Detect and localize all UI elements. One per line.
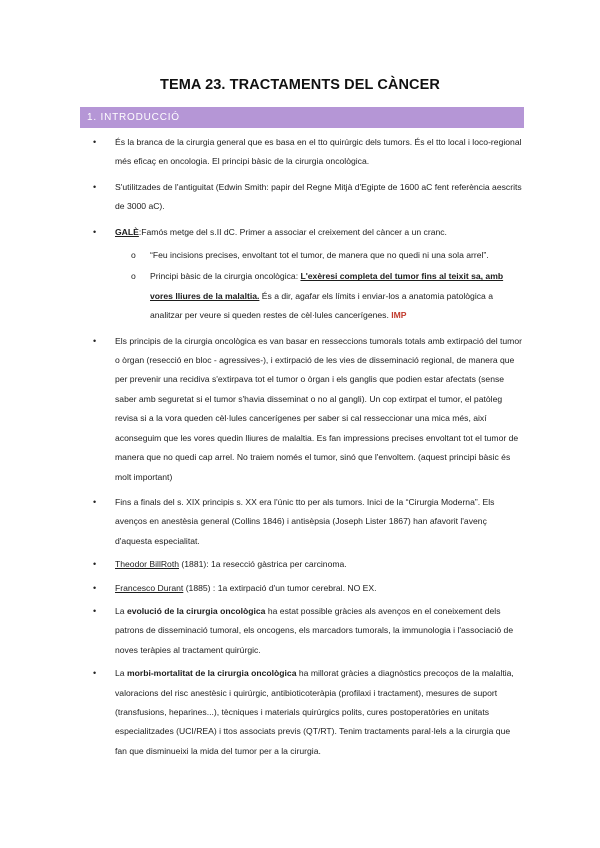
sub-bullet-icon: o xyxy=(131,250,136,261)
item-text: (1881): 1a resecció gàstrica per carcinoma. xyxy=(179,559,347,570)
bullet-icon: • xyxy=(93,226,97,237)
imp-tag: IMP xyxy=(391,310,407,321)
item-text: :Famós metge del s.II dC. Primer a associar el creixement del càncer a un cranc. xyxy=(138,226,447,237)
bullet-icon: • xyxy=(93,605,97,616)
section-heading: 1. INTRODUCCIÓ xyxy=(80,107,524,128)
list-item xyxy=(80,664,524,761)
item-text: (1885) : 1a extirpació d'un tumor cerebral. NO EX. xyxy=(183,582,377,593)
item-lead: evolució de la cirurgia oncològica xyxy=(126,605,266,616)
item-lead: GALÈ xyxy=(115,226,139,237)
item-lead: Theodor BillRoth xyxy=(115,559,180,570)
item-text: ha millorat gràcies a diagnòstics precoços de la malaltia, valoracions del risc anestèsic i quirúrgic, antibioticoteràpia (profilaxi i tractament), mesures de suport (transfusions, heparines...), tècniques i materials quirúrgics polits, cures postoperatòries en unitats especialitzades (UCI/REA) i ttos associats previs (QT/RT). Tenim tractaments paral·lels a la cirurgia que fan que disminueixi la mida del tumor per a la cirurgia. xyxy=(115,668,514,756)
bullet-icon: • xyxy=(93,582,97,593)
sub-item-pre: Principi bàsic de la cirurgia oncològica: xyxy=(150,271,301,282)
list-item xyxy=(80,555,524,574)
sub-item-emphasis: L'exèresi completa del tumor fins al teixit sa, amb vores lliures de la malaltia. xyxy=(150,271,504,301)
item-text: Fins a finals del s. XIX principis s. XX era l'únic tto per als tumors. Inici de la “Cirurgia Moderna”. Els avenços en anestèsia general (Collins 1846) i antisèpsia (Joseph Lister 1867) han afavorit l'avenç d'aquesta especialitat. xyxy=(115,496,495,546)
item-lead: morbi-mortalitat de la cirurgia oncològica xyxy=(126,668,297,679)
list-item xyxy=(80,178,524,217)
item-text: Els principis de la cirurgia oncològica es van basar en resseccions tumorals totals amb extirpació del tumor o òrgan (resecció en bloc - agressives-), i extirpació de les vies de disseminació regional, de manera que per prevenir una recidiva s'extirpava tot el tumor o òrgan i els ganglis que podien estar afectats (sense saber amb seguretat si el tumor s'havia disseminat o no al gangli). Un cop extirpat el tumor, el patòleg revisa si a la vora queden cèl·lules cancerígenes per saber si cal resseccionar una mica més, així aconseguim que les vores quedin lliures de malaltia. Es fan impressions precises envoltant tot el tumor de manera que no quedi cap arrel. No traiem només el tumor, sinó que l'envoltem. (aquest principi bàsic és molt important) xyxy=(115,335,522,482)
item-text: És la branca de la cirurgia general que es basa en el tto quirúrgic dels tumors. És el tto local i loco-regional més eficaç en oncologia. El principi bàsic de la cirurgia oncològica. xyxy=(115,137,522,167)
sub-list-item xyxy=(80,267,524,325)
list-item xyxy=(80,493,524,551)
sub-list-item xyxy=(80,246,524,265)
bullet-icon: • xyxy=(93,496,97,507)
list-item xyxy=(80,602,524,660)
sub-item-text: “Feu incisions precises, envoltant tot el tumor, de manera que no quedi ni una sola arrel”. xyxy=(150,250,489,261)
item-text: S'utilitzades de l'antiguitat (Edwin Smith: papir del Regne Mitjà d'Egipte de 1600 aC fent referència aescrits de 3000 aC). xyxy=(115,181,522,212)
list-item xyxy=(80,332,524,487)
list-item xyxy=(80,133,524,172)
page-title: TEMA 23. TRACTAMENTS DEL CÀNCER xyxy=(160,77,440,93)
item-pre: La xyxy=(115,605,127,616)
sub-item-post: És a dir, agafar els límits i enviar-los a anatomia patològica a analitzar per veure si queden restes de cèl·lules cancerígenes. xyxy=(150,290,493,321)
item-text: ha estat possible gràcies als avenços en el coneixement dels patrons de disseminació tumoral, els oncogens, els marcadors tumorals, la immunologia i l'associació de noves teràpies al tractament quirúrgic. xyxy=(115,605,514,655)
bullet-icon: • xyxy=(93,181,97,192)
content-list xyxy=(80,133,524,765)
bullet-icon: • xyxy=(93,559,97,570)
bullet-icon: • xyxy=(93,335,97,346)
list-item xyxy=(80,579,524,598)
bullet-icon: • xyxy=(93,137,97,147)
bullet-icon: • xyxy=(93,668,97,679)
item-pre: La xyxy=(115,668,127,679)
list-item xyxy=(80,223,524,242)
item-lead: Francesco Durant xyxy=(115,582,184,593)
sub-bullet-icon: o xyxy=(131,271,136,282)
